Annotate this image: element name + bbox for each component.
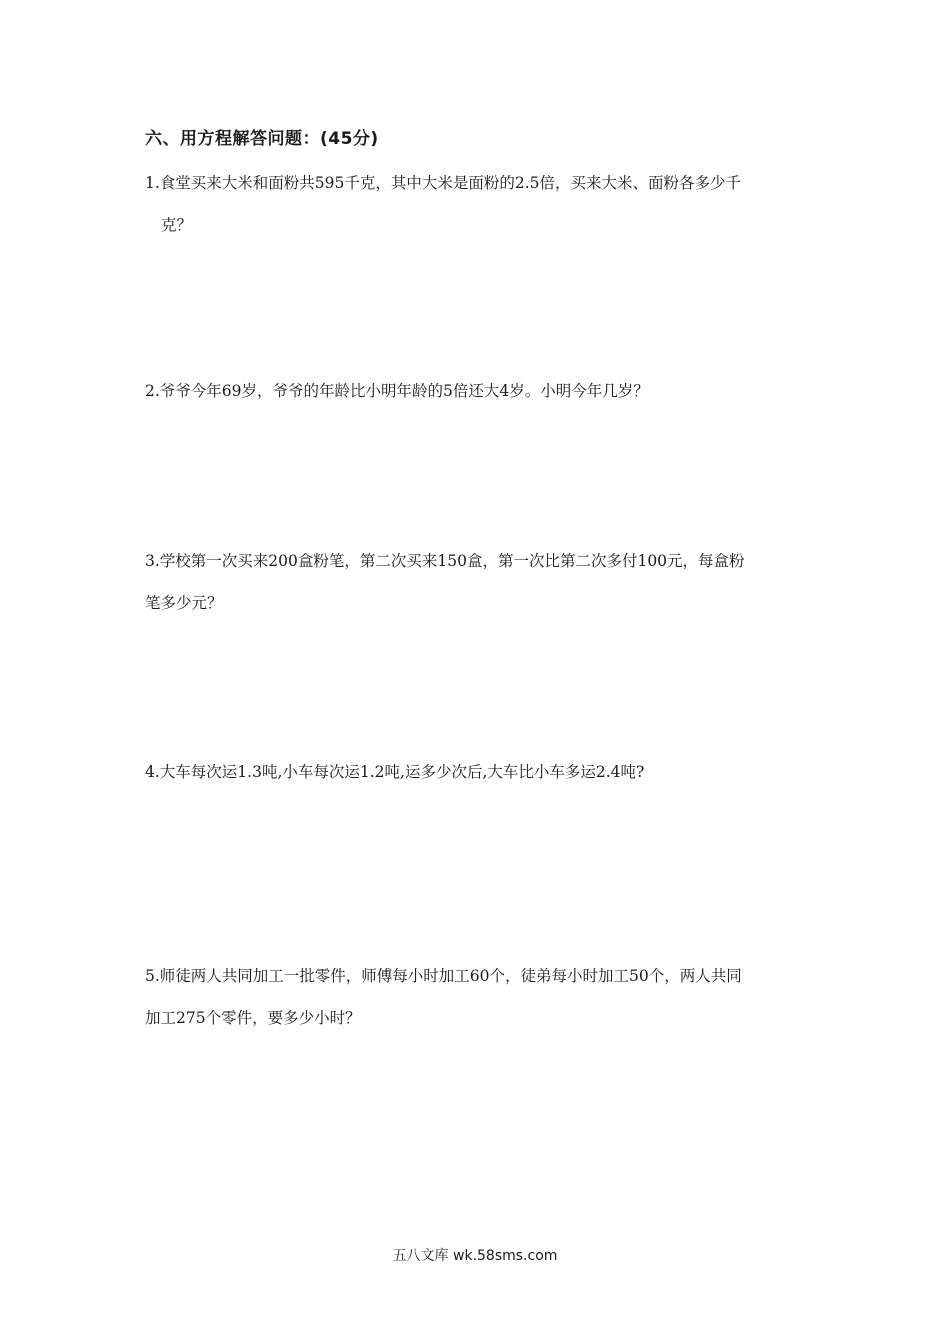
footer-watermark: 五八文库 wk.58sms.com bbox=[392, 1248, 558, 1264]
question-1-line-2: 克？ bbox=[161, 216, 193, 234]
question-5-line-1: 5.师徒两人共同加工一批零件，师傅每小时加工60个，徒弟每小时加工50个，两人共同 bbox=[145, 967, 742, 985]
question-3 bbox=[145, 540, 810, 624]
question-4-line-1: 4.大车每次运1.3吨,小车每次运1.2吨,运多少次后,大车比小车多运2.4吨? bbox=[145, 763, 645, 781]
question-5-line-2: 加工275个零件，要多少小时？ bbox=[145, 1009, 361, 1027]
question-1-line-1: 1.食堂买来大米和面粉共595千克，其中大米是面粉的2.5倍，买来大米、面粉各多少千 bbox=[145, 174, 742, 192]
question-3-line-2: 笔多少元？ bbox=[145, 594, 223, 612]
question-5 bbox=[145, 955, 810, 1039]
question-2 bbox=[145, 370, 810, 412]
question-4 bbox=[145, 751, 810, 793]
section-title: 六、用方程解答问题：(45分) bbox=[145, 129, 379, 149]
question-3-line-1: 3.学校第一次买来200盒粉笔，第二次买来150盒，第一次比第二次多付100元，每盒粉 bbox=[145, 552, 745, 570]
question-1 bbox=[145, 162, 810, 246]
question-2-line-1: 2.爷爷今年69岁，爷爷的年龄比小明年龄的5倍还大4岁。小明今年几岁？ bbox=[145, 382, 649, 400]
